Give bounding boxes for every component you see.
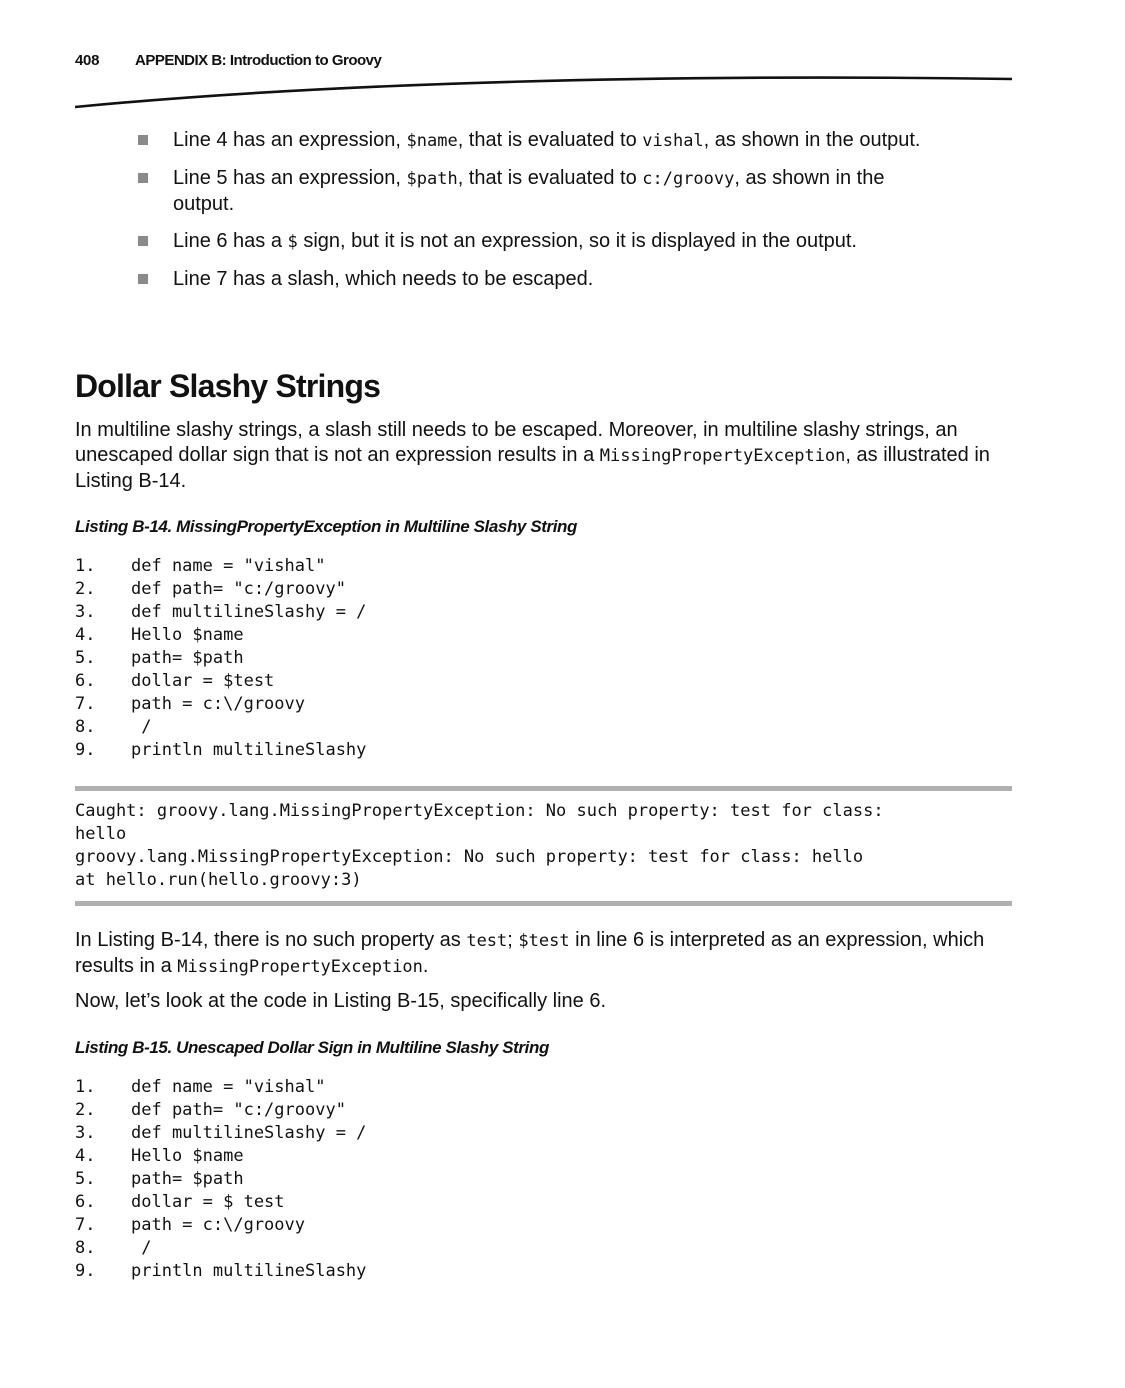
bullet-square-icon (138, 274, 148, 284)
listing-b14-code (75, 555, 366, 762)
code-line: 3. def multilineSlashy = / (75, 1123, 367, 1143)
output-line: groovy.lang.MissingPropertyException: No such property: test for class: hello (75, 847, 864, 867)
running-title: APPENDIX B: Introduction to Groovy (135, 52, 382, 69)
explanation-paragraph: In Listing B-14, there is no such property as test; $test in line 6 is interpreted as an expression, which results in a MissingPropertyException. (75, 929, 985, 977)
code-line: 9. println multilineSlashy (75, 1261, 367, 1281)
code-line: 8. / (75, 1238, 152, 1258)
section-title: Dollar Slashy Strings (75, 368, 381, 404)
header-rule (75, 72, 1015, 112)
code-line: 3. def multilineSlashy = / (75, 602, 367, 622)
code-line: 6. dollar = $ test (75, 1192, 285, 1212)
bullet-item: Line 7 has a slash, which needs to be escaped. (138, 267, 928, 292)
page-number: 408 (75, 52, 100, 69)
listing-b15-code (75, 1076, 366, 1283)
listing-b14-caption: Listing B-14. MissingPropertyException in Multiline Slashy String (75, 517, 578, 536)
code-line: 9. println multilineSlashy (75, 740, 367, 760)
code-line: 2. def path= "c:/groovy" (75, 579, 346, 599)
output-line: Caught: groovy.lang.MissingPropertyException: No such property: test for class: (75, 801, 884, 821)
listing-b15-caption: Listing B-15. Unescaped Dollar Sign in Multiline Slashy String (75, 1038, 549, 1057)
code-line: 4. Hello $name (75, 625, 244, 645)
bullet-item: Line 4 has an expression, $name, that is evaluated to vishal, as shown in the output. (138, 128, 928, 154)
code-line: 5. path= $path (75, 1169, 244, 1189)
code-line: 1. def name = "vishal" (75, 556, 326, 576)
output-line: hello (75, 824, 127, 844)
intro-paragraph: In multiline slashy strings, a slash still needs to be escaped. Moreover, in multiline slashy strings, an unescaped dollar sign that is not an expression results in a MissingPropertyException, as illustrated in Listing B-14. (75, 419, 990, 492)
code-line: 7. path = c:\/groovy (75, 694, 305, 714)
bullet-square-icon (138, 173, 148, 183)
bullet-item: Line 6 has a $ sign, but it is not an expression, so it is displayed in the output. (138, 229, 928, 255)
code-line: 2. def path= "c:/groovy" (75, 1100, 346, 1120)
bullet-list (138, 128, 928, 304)
bullet-square-icon (138, 236, 148, 246)
code-line: 4. Hello $name (75, 1146, 244, 1166)
code-line: 1. def name = "vishal" (75, 1077, 326, 1097)
code-line: 6. dollar = $test (75, 671, 275, 691)
listing-b14-output (75, 786, 1012, 906)
lead-paragraph: Now, let’s look at the code in Listing B-15, specifically line 6. (75, 990, 607, 1012)
code-line: 5. path= $path (75, 648, 244, 668)
code-line: 7. path = c:\/groovy (75, 1215, 305, 1235)
bullet-square-icon (138, 135, 148, 145)
code-line: 8. / (75, 717, 152, 737)
bullet-item: Line 5 has an expression, $path, that is evaluated to c:/groovy, as shown in the output. (138, 166, 928, 217)
output-line: at hello.run(hello.groovy:3) (75, 870, 362, 890)
